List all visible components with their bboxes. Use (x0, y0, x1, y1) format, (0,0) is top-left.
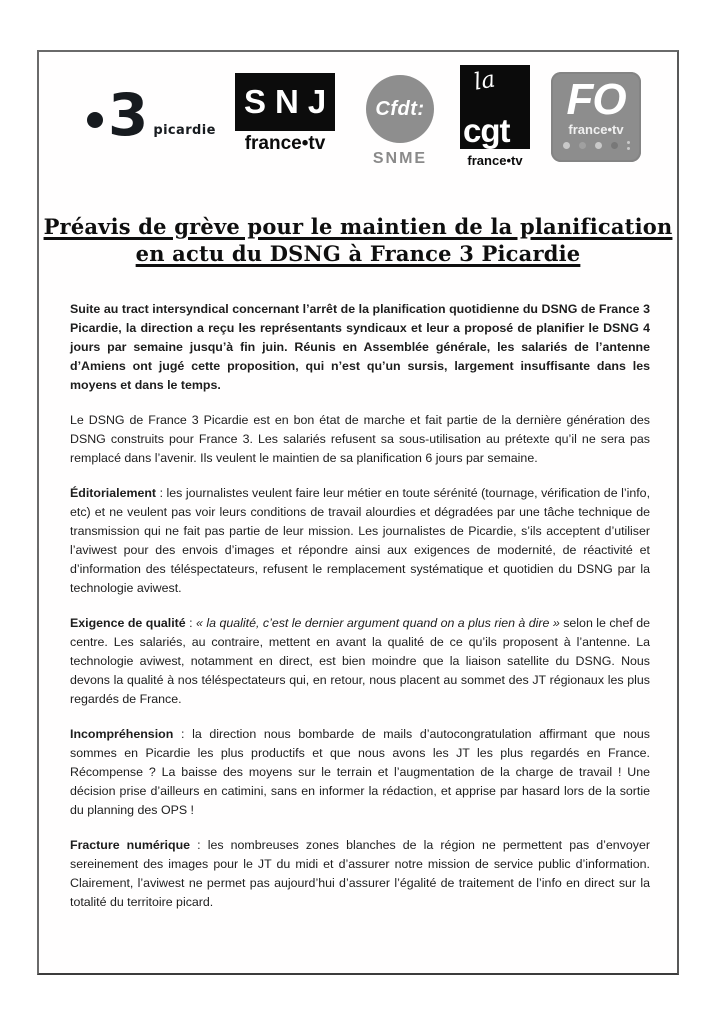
page-sheet (37, 50, 679, 975)
paragraph-digital-divide (70, 836, 650, 912)
paragraph-separator: : (156, 486, 167, 500)
cfdt-snme-logo (366, 75, 434, 168)
paragraph-text: selon le chef de centre. Les salariés, au contraire, mettent en avant la qualité de ce qu’ils proposent à l’antenne. La technologie aviwest, notamment en direct, est bien moindre que la liaison satellite du DSNG. Nous devons la qualité à nos téléspectateurs qui, en retour, nous placent au sommet des JT régionaux les plus regardés de France. (70, 616, 651, 706)
paragraph-editorial (70, 484, 650, 598)
paragraph-lead: Exigence de qualité (70, 616, 186, 630)
snj-label: SNJ (235, 73, 335, 131)
paragraph-text: la direction nous bombarde de mails d’autocongratulation affirmant que nous sommes en Picardie les plus productifs et que nous avons les JT les plus regardés en France. Récompense ? La baisse des moyens sur le terrain et l’augmentation de la charge de travail ! Une décision prise d’ailleurs en catimini, sans en informer la rédaction, et apprise par hasard lors de la sortie du planning des OPS ! (70, 727, 650, 817)
france3-number: 3 (108, 81, 149, 149)
fo-dots-decoration (551, 141, 641, 150)
fo-logo (551, 72, 641, 162)
fo-label: FO (566, 75, 626, 124)
cfdt-label: Cfdt: (366, 75, 434, 143)
paragraph-quality (70, 614, 650, 709)
snj-francetv-label: france•tv (244, 133, 326, 154)
paragraph-incomprehension (70, 725, 650, 820)
paragraph-lead: Fracture numérique (70, 838, 191, 852)
document-title (39, 213, 677, 267)
france3-region-label: picardie (153, 122, 216, 138)
title-line-2: en actu du DSNG à France 3 Picardie (135, 241, 581, 266)
fo-francetv-label: france•tv (568, 122, 624, 137)
cgt-label: cgt (463, 112, 510, 149)
snj-logo (235, 73, 335, 155)
paragraph-intro: Suite au tract intersyndical concernant l’arrêt de la planification quotidienne du DSNG de France 3 Picardie, la direction a reçu les représentants syndicaux et leur a proposé de planifier le DSNG 4 jours par semaine jusqu’à fin juin. Réunis en Assemblée générale, les salariés de l’antenne d’Amiens ont jugé cette proposition, qui n’est qu’un sursis, largement insuffisante dans les moyens et dans le temps. (70, 302, 650, 392)
title-line-1: Préavis de grève pour le maintien de la planification (43, 214, 673, 239)
cgt-script-la: la (471, 66, 498, 96)
paragraph-separator: : (173, 727, 193, 741)
paragraph-separator: : (185, 616, 197, 630)
paragraph-text: les nombreuses zones blanches de la région ne permettent pas d’envoyer sereinement des images pour le JT du midi et d’assurer notre mission de service public d’information. Clairement, l’aviwest ne permet pas aujourd’hui d’assurer l’égalité de traitement de l’info en direct sur la totalité du territoire picard. (70, 838, 650, 909)
paragraph-dsng-state: Le DSNG de France 3 Picardie est en bon état de marche et fait partie de la dernière génération des DSNG construits pour France 3. Les salariés refusent sa sous-utilisation au prétexte qu’il ne sera pas remplacé dans l’avenir. Ils veulent le maintien de sa planification 6 jours par semaine. (70, 413, 650, 465)
france3-picardie-logo (87, 81, 216, 149)
cgt-box (460, 65, 530, 149)
snme-label: SNME (372, 150, 428, 167)
cgt-logo (457, 65, 533, 168)
paragraph-text: les journalistes veulent faire leur métier en toute sérénité (tournage, vérification de l’info, etc) et ne veulent pas voir leurs conditions de travail alourdies et dégradées par une tâche technique de transmission qui ne fait pas partie de leur mission. Les journalistes de Picardie, s’ils acceptent d’utiliser l’aviwest pour des envois d’images et répondre ainsi aux exigences de modernité, de réactivité et d’information des téléspectateurs, refusent le remplacement systématique et quotidien du DSNG par la technologie aviwest. (70, 486, 651, 595)
paragraph-lead: Incompréhension (70, 727, 174, 741)
france3-dot-icon (87, 112, 103, 128)
fo-box (551, 72, 641, 162)
document-body (70, 300, 650, 928)
paragraph-separator: : (190, 838, 208, 852)
paragraph-lead: Éditorialement (70, 486, 157, 500)
cgt-francetv-label: france•tv (467, 153, 523, 168)
paragraph-quote: « la qualité, c’est le dernier argument quand on a plus rien à dire » (196, 616, 560, 630)
